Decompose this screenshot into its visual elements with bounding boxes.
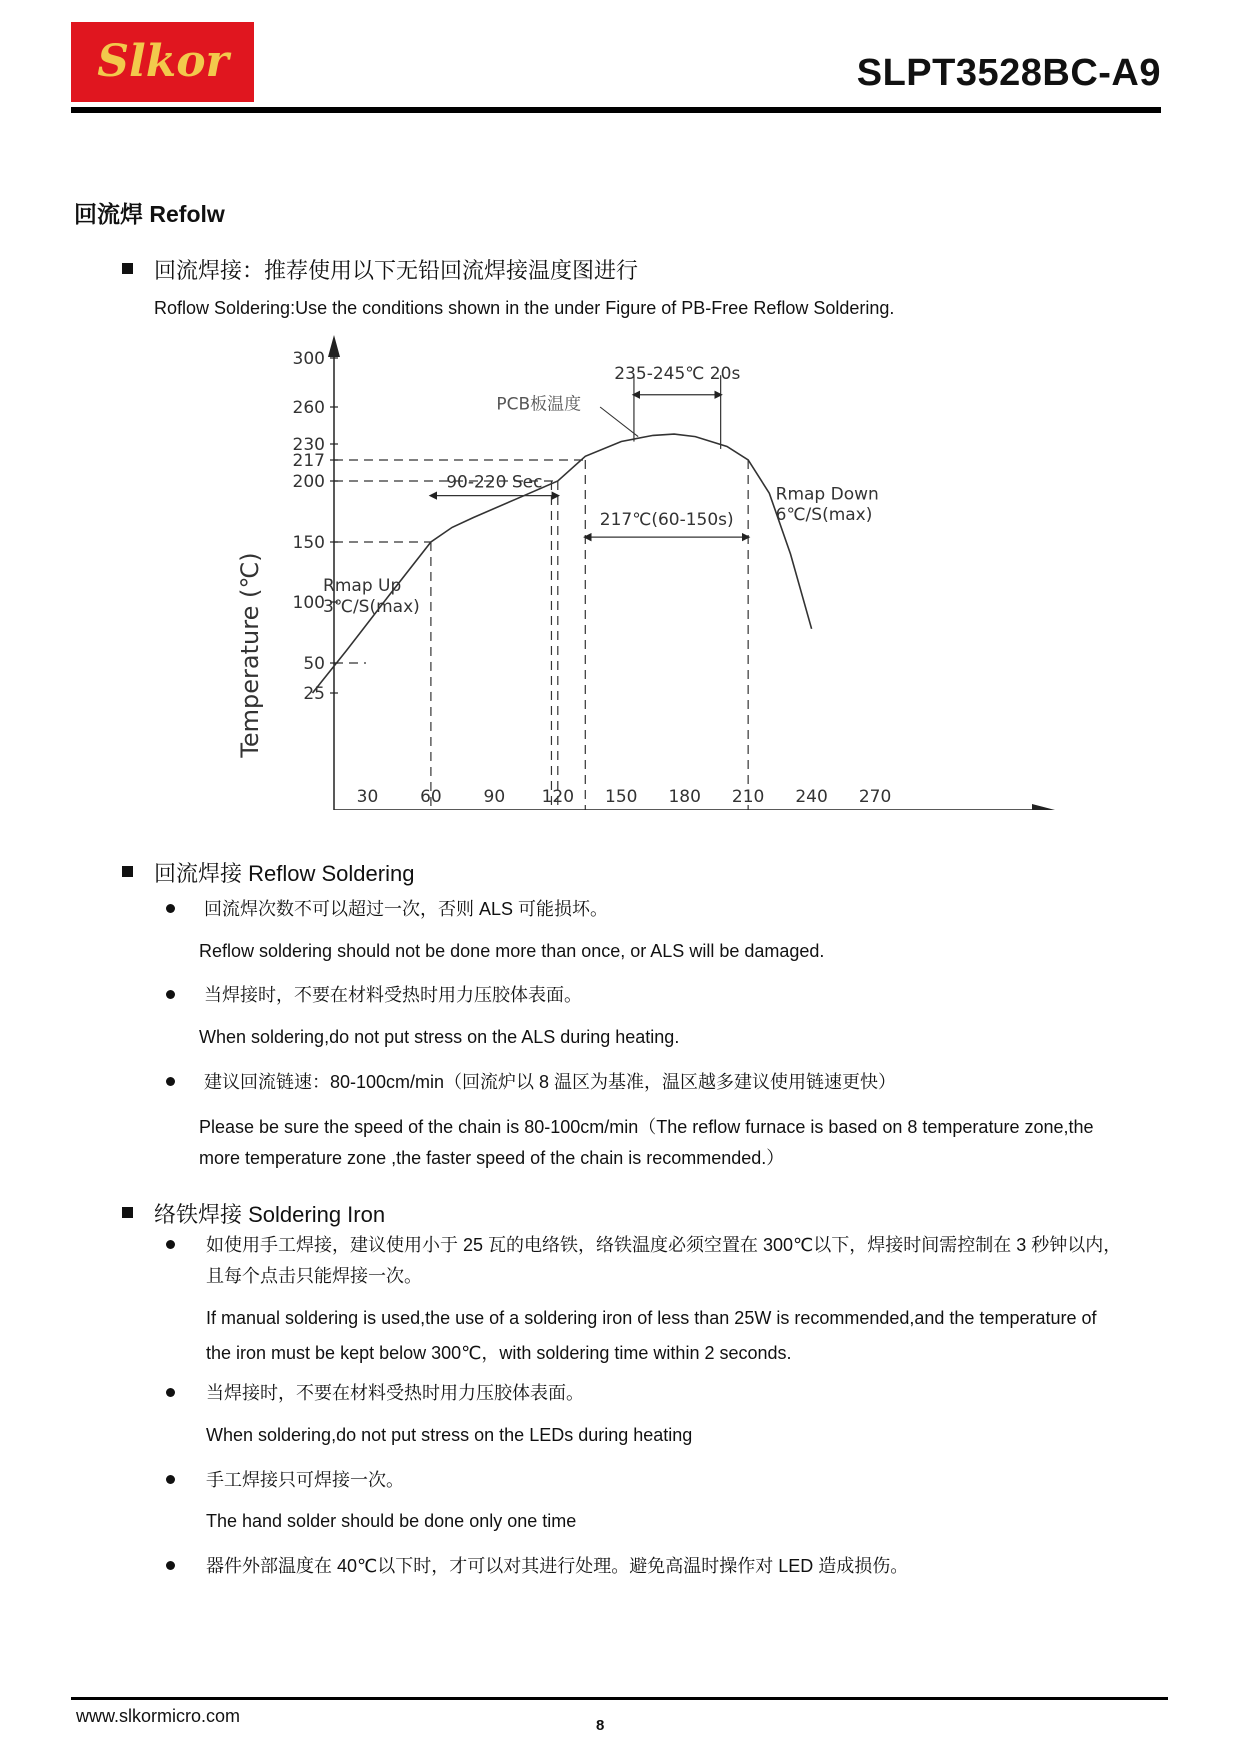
x-tick-label: 210 <box>731 787 765 807</box>
x-axis-arrow-icon <box>1032 804 1055 810</box>
y-tick-label: 25 <box>303 684 325 704</box>
reflow-item-en: Please be sure the speed of the chain is 80-100cm/min（The reflow furnace is based on 8 temperature zone,the <box>199 1117 1094 1137</box>
reflow-item-cn: 建议回流链速：80-100cm/min（回流炉以 8 温区为基准，温区越多建议使用链速更快） <box>204 1072 897 1092</box>
square-bullet-icon <box>122 1207 133 1218</box>
ramp-up-label: Rmap Up <box>323 576 402 597</box>
header-rule <box>71 107 1161 113</box>
round-bullet-icon <box>166 1388 175 1397</box>
iron-item-en: If manual soldering is used,the use of a soldering iron of less than 25W is recommended,and the temperature of <box>206 1308 1097 1328</box>
x-tick-label: 150 <box>605 787 638 807</box>
part-number: SLPT3528BC-A9 <box>856 52 1161 94</box>
ramp-down-rate: 6℃/S(max) <box>775 505 873 526</box>
pcb-label: PCB板温度 <box>496 394 582 415</box>
x-tick-label: 270 <box>858 787 892 807</box>
liquidus-label: 217℃(60-150s) <box>599 510 734 531</box>
preheat-label: 90-220 Sec <box>446 472 543 493</box>
section-title: 回流焊 Refolw <box>74 201 225 227</box>
iron-item-cn: 且每个点击只能焊接一次。 <box>206 1266 422 1286</box>
reflow-item-en: Reflow soldering should not be done more than once, or ALS will be damaged. <box>199 941 825 961</box>
reflow-item-cn: 回流焊次数不可以超过一次，否则 ALS 可能损坏。 <box>204 899 609 919</box>
logo-wordmark <box>71 22 254 102</box>
reflow-profile-chart <box>225 335 1055 815</box>
iron-item-en: When soldering,do not put stress on the LEDs during heating <box>206 1425 693 1445</box>
reflow-intro-heading: 回流焊接：推荐使用以下无铅回流焊接温度图进行 <box>154 258 639 283</box>
round-bullet-icon <box>166 1475 175 1484</box>
footer-rule <box>71 1697 1168 1700</box>
x-tick-label: 120 <box>541 787 575 807</box>
y-tick-label: 300 <box>292 349 325 369</box>
reflow-item-en: When soldering,do not put stress on the ALS during heating. <box>199 1027 680 1047</box>
iron-item-cn: 当焊接时，不要在材料受热时用力压胶体表面。 <box>206 1383 584 1403</box>
y-tick-label: 260 <box>292 398 325 418</box>
square-bullet-icon <box>122 866 133 877</box>
y-axis-arrow-icon <box>328 335 340 357</box>
y-tick-label: 100 <box>292 593 325 613</box>
iron-item-en: the iron must be kept below 300℃，with soldering time within 2 seconds. <box>206 1343 792 1363</box>
round-bullet-icon <box>166 1561 175 1570</box>
iron-item-cn: 手工焊接只可焊接一次。 <box>206 1470 404 1490</box>
ramp-down-label: Rmap Down <box>775 484 879 505</box>
peak-label: 235-245℃ 20s <box>614 363 741 384</box>
round-bullet-icon <box>166 1240 175 1249</box>
footer-website-link[interactable]: www.slkormicro.com <box>76 1706 241 1726</box>
iron-item-cn: 器件外部温度在 40℃以下时，才可以对其进行处理。避免高温时操作对 LED 造成损伤。 <box>206 1556 909 1576</box>
y-tick-label: 217 <box>292 451 325 471</box>
temperature-curve <box>313 434 812 693</box>
iron-item-en: The hand solder should be done only one time <box>206 1511 577 1531</box>
reflow-chart-svg <box>225 335 1055 810</box>
x-tick-label: 30 <box>356 787 379 807</box>
y-tick-label: 200 <box>292 472 325 492</box>
y-tick-label: 150 <box>292 533 325 553</box>
square-bullet-icon <box>122 263 133 274</box>
round-bullet-icon <box>166 1077 175 1086</box>
x-tick-label: 180 <box>668 787 701 807</box>
svg-text:Slkor: Slkor <box>97 36 229 87</box>
brand-logo <box>71 22 254 102</box>
reflow-intro-text: Roflow Soldering:Use the conditions shown in the under Figure of PB-Free Reflow Soldering. <box>154 298 895 318</box>
x-tick-label: 60 <box>420 787 442 807</box>
y-tick-label: 230 <box>292 435 325 455</box>
page-number: 8 <box>596 1717 605 1734</box>
round-bullet-icon <box>166 904 175 913</box>
y-tick-label: 50 <box>303 654 325 674</box>
iron-section-heading: 络铁焊接 Soldering Iron <box>154 1202 386 1227</box>
ramp-up-rate: 3℃/S(max) <box>323 596 420 617</box>
round-bullet-icon <box>166 990 175 999</box>
x-tick-label: 90 <box>483 787 506 807</box>
reflow-item-cn: 当焊接时，不要在材料受热时用力压胶体表面。 <box>204 985 582 1005</box>
iron-item-cn: 如使用手工焊接，建议使用小于 25 瓦的电络铁，络铁温度必须空置在 300℃以下，焊接时间需控制在 3 秒钟以内， <box>206 1235 1122 1255</box>
y-axis-label: Temperature (℃) <box>236 552 264 758</box>
x-tick-label: 240 <box>795 787 828 807</box>
reflow-item-en: more temperature zone ,the faster speed of the chain is recommended.） <box>199 1148 785 1168</box>
pcb-leader <box>600 407 638 437</box>
reflow-section-heading: 回流焊接 Reflow Soldering <box>154 861 415 886</box>
